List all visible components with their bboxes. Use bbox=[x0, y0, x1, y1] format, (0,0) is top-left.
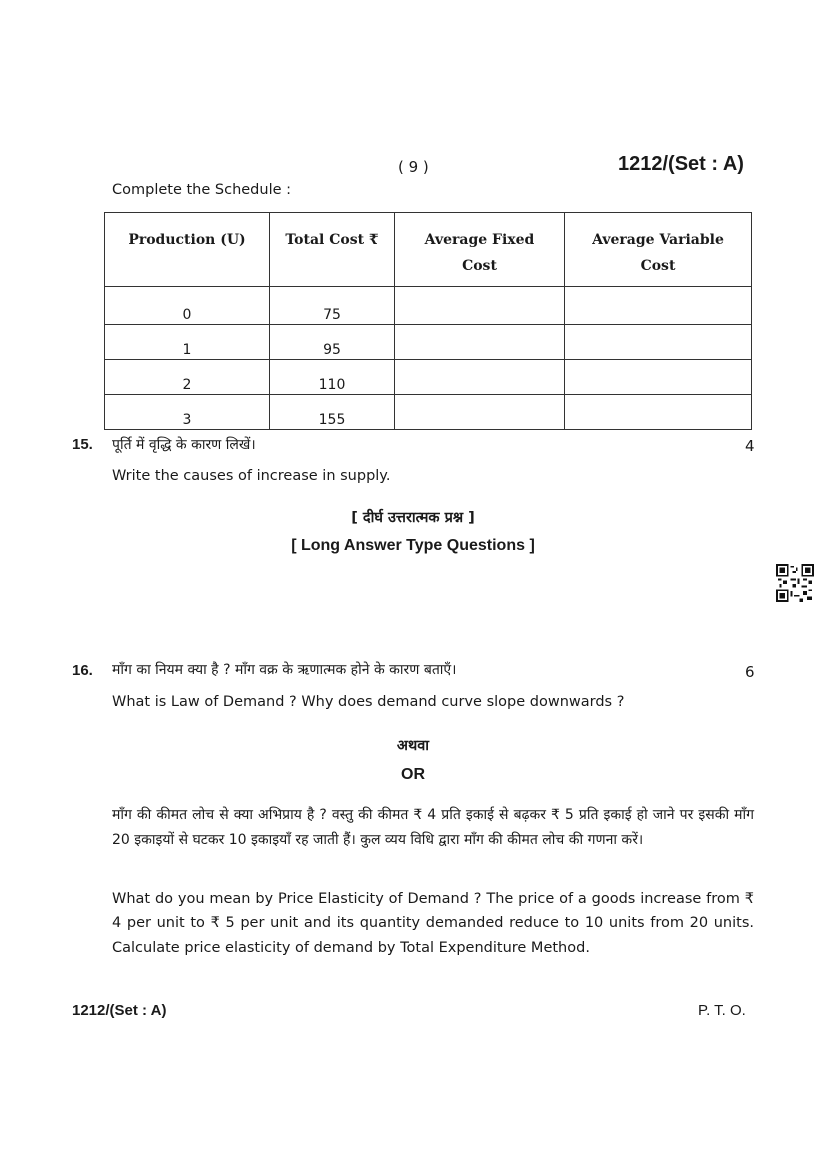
column-header-average-fixed-cost bbox=[395, 213, 565, 287]
or-hindi: अथवा bbox=[396, 738, 430, 754]
cell-average-fixed-cost bbox=[395, 325, 565, 360]
pto-label: P. T. O. bbox=[698, 1002, 746, 1019]
cell-average-fixed-cost bbox=[395, 287, 565, 325]
or-english: OR bbox=[401, 766, 425, 783]
cost-schedule-table bbox=[104, 212, 752, 430]
column-header-average-variable-cost bbox=[565, 213, 752, 287]
question-15-english: Write the causes of increase in supply. bbox=[112, 468, 391, 484]
table-row bbox=[105, 325, 752, 360]
table-row bbox=[105, 360, 752, 395]
column-header-total-cost: Total Cost ₹ bbox=[270, 213, 395, 287]
question-15-number: 15. bbox=[72, 436, 93, 453]
question-16-english: What is Law of Demand ? Why does demand curve slope downwards ? bbox=[112, 694, 625, 710]
cell-average-variable-cost bbox=[565, 360, 752, 395]
qr-code-icon bbox=[776, 564, 814, 602]
question-16-marks: 6 bbox=[745, 663, 755, 681]
table-row bbox=[105, 287, 752, 325]
question-16-alternative-english: What do you mean by Price Elasticity of Demand ? The price of a goods increase from ₹ 4 per unit to ₹ 5 per unit and its quantity demanded reduce to 10 units from 20 units. Calculate price elasticity of demand by Total Expenditure Method. bbox=[112, 891, 754, 956]
cell-total-cost: 110 bbox=[270, 360, 395, 395]
set-code-header: 1212/(Set : A) bbox=[618, 153, 744, 175]
cell-total-cost: 75 bbox=[270, 287, 395, 325]
cell-average-variable-cost bbox=[565, 325, 752, 360]
question-15-hindi: पूर्ति में वृद्धि के कारण लिखें। bbox=[112, 437, 256, 453]
cell-production: 3 bbox=[105, 395, 270, 430]
page-number: ( 9 ) bbox=[398, 158, 429, 176]
table-header-row bbox=[105, 213, 752, 287]
cell-total-cost: 95 bbox=[270, 325, 395, 360]
question-15-marks: 4 bbox=[745, 437, 755, 455]
section-heading-hindi: [ दीर्घ उत्तरात्मक प्रश्न ] bbox=[351, 510, 475, 526]
cell-production: 1 bbox=[105, 325, 270, 360]
column-header-production: Production (U) bbox=[105, 213, 270, 287]
set-code-footer: 1212/(Set : A) bbox=[72, 1002, 167, 1019]
question-16-hindi: माँग का नियम क्या है ? माँग वक्र के ऋणात्मक होने के कारण बताएँ। bbox=[112, 662, 457, 678]
section-heading-english: [ Long Answer Type Questions ] bbox=[291, 537, 535, 554]
question-16-alternative-hindi: माँग की कीमत लोच से क्या अभिप्राय है ? वस्तु की कीमत ₹ 4 प्रति इकाई से बढ़कर ₹ 5 प्रति इकाई हो जाने पर इसकी माँग 20 इकाइयों से घटकर 10 इकाइयाँ रह जाती हैं। कुल व्यय विधि द्वारा माँग की कीमत लोच की गणना करें। bbox=[112, 807, 754, 848]
avc-header-text: Average Variable Cost bbox=[592, 232, 724, 274]
cell-average-fixed-cost bbox=[395, 395, 565, 430]
schedule-intro: Complete the Schedule : bbox=[112, 182, 292, 198]
afc-header-text: Average Fixed Cost bbox=[424, 232, 535, 274]
cell-total-cost: 155 bbox=[270, 395, 395, 430]
question-16-number: 16. bbox=[72, 662, 93, 679]
table-row bbox=[105, 395, 752, 430]
cell-average-fixed-cost bbox=[395, 360, 565, 395]
cell-production: 0 bbox=[105, 287, 270, 325]
cell-average-variable-cost bbox=[565, 287, 752, 325]
cell-production: 2 bbox=[105, 360, 270, 395]
cell-average-variable-cost bbox=[565, 395, 752, 430]
